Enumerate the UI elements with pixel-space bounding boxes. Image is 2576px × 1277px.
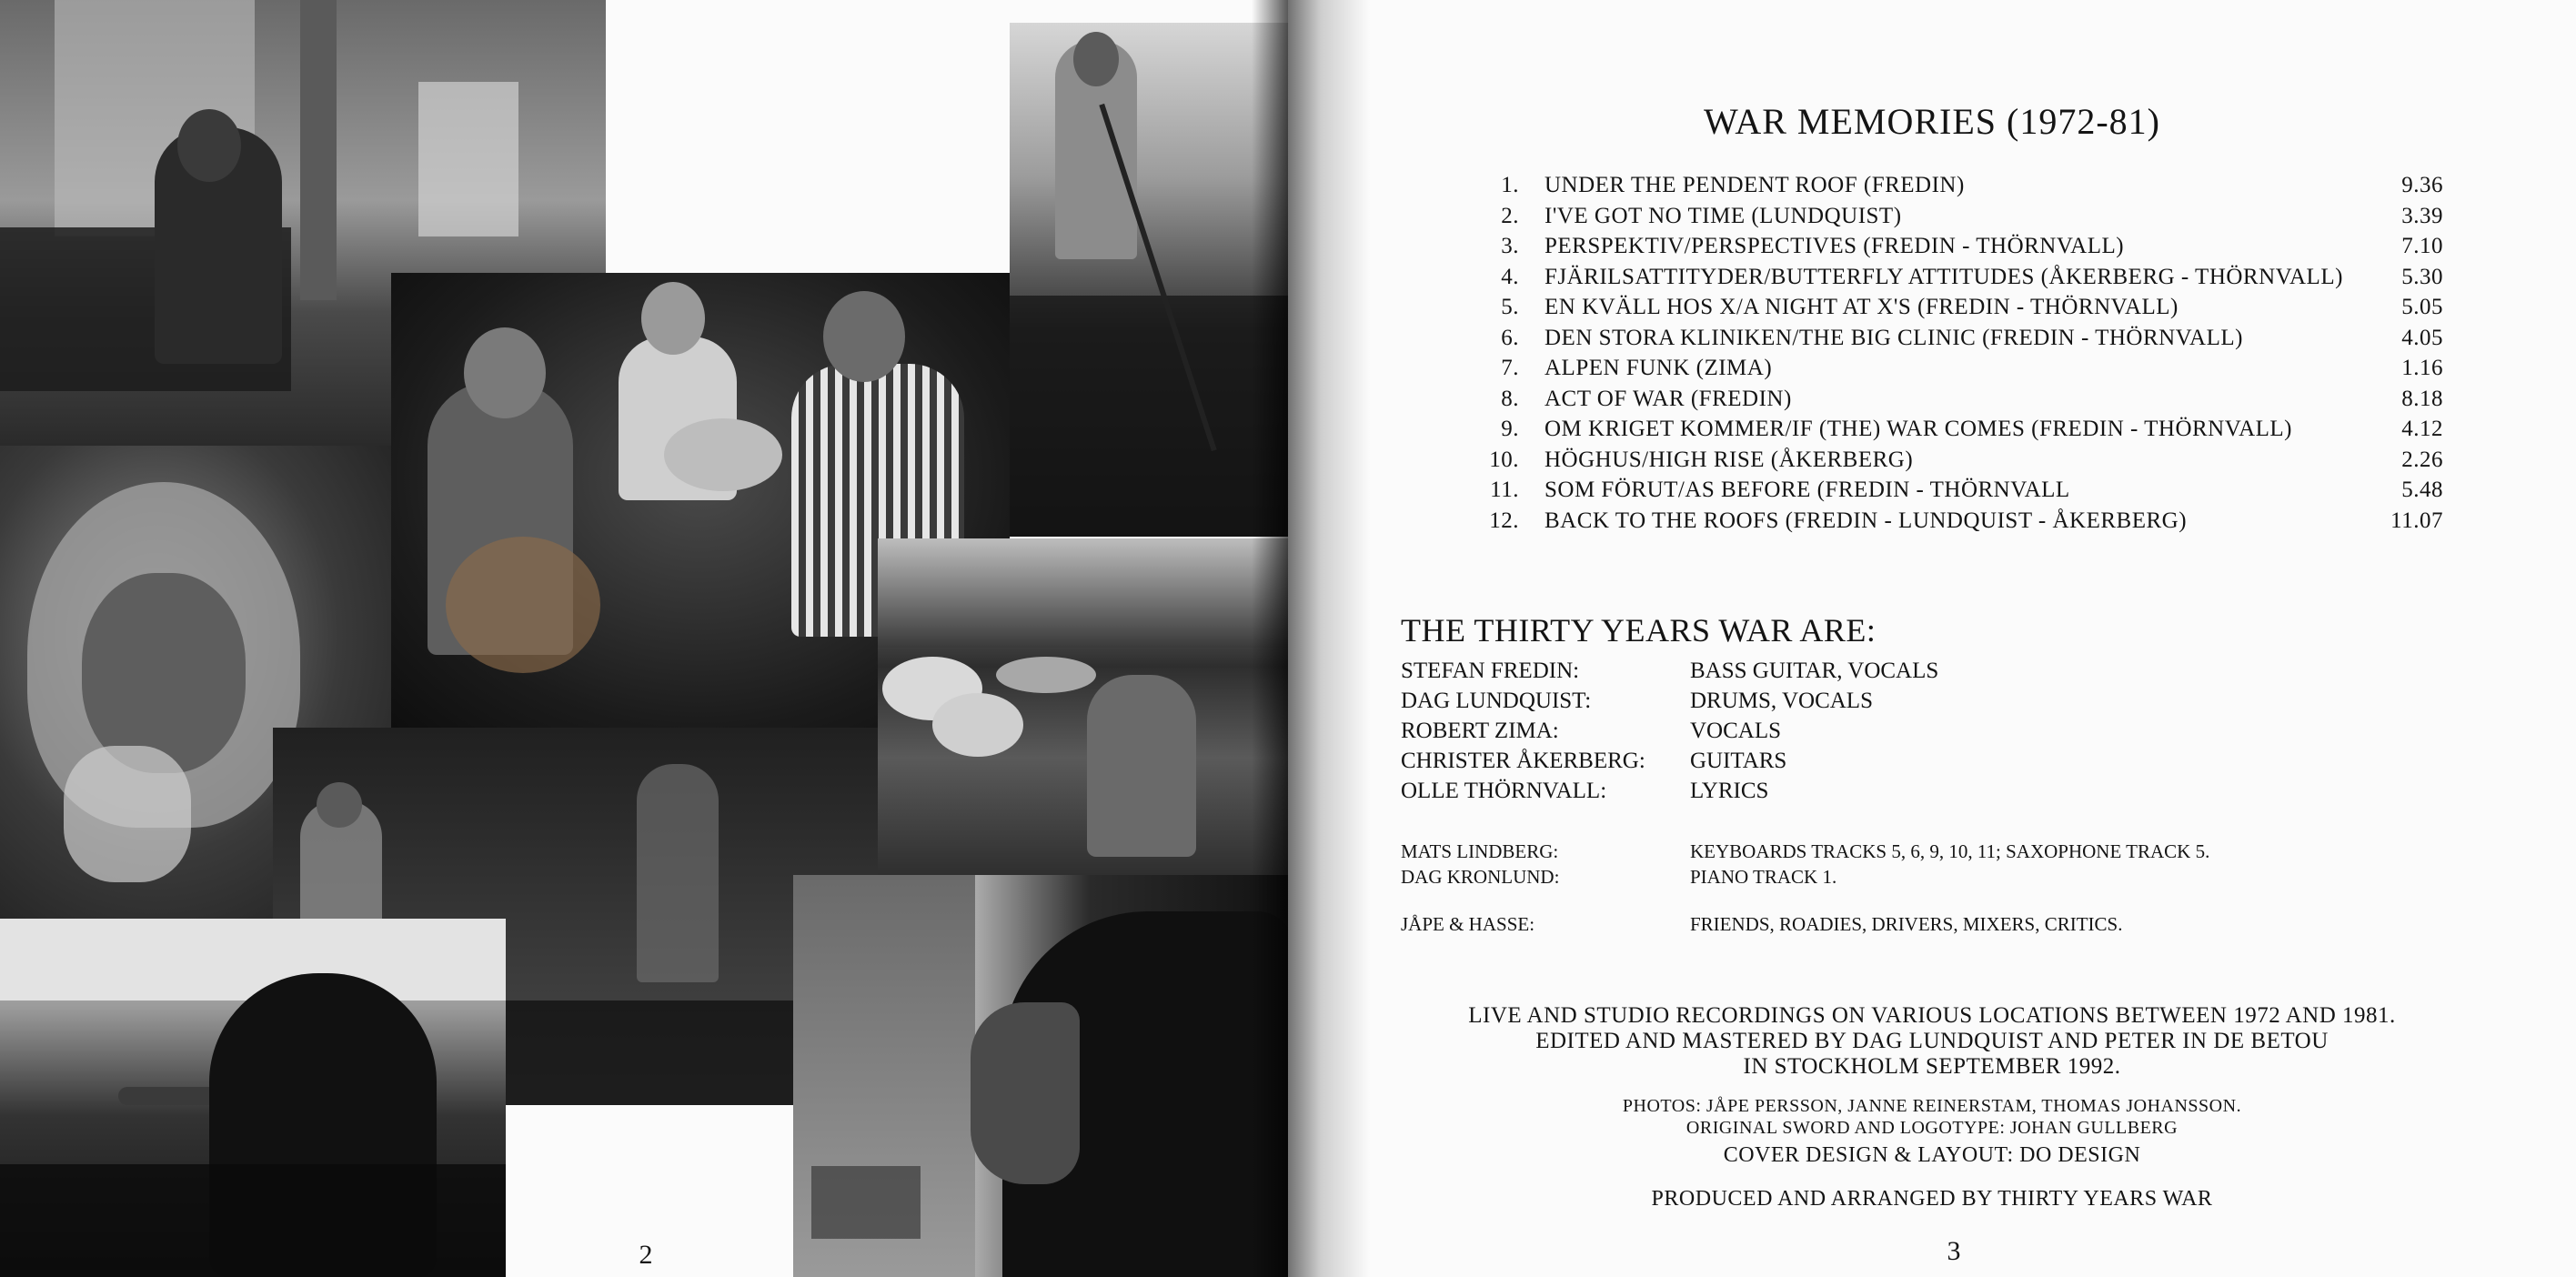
photo-profile-portrait [793, 875, 1288, 1277]
track-row [1388, 326, 2576, 357]
track-number: 6. [1501, 325, 1519, 350]
track-duration: 11.07 [2390, 508, 2443, 533]
guest-role: KEYBOARDS TRACKS 5, 6, 9, 10, 11; SAXOPHONE TRACK 5. [1690, 840, 2210, 862]
spine-shadow-left [1252, 0, 1288, 1277]
photo-car-interior [0, 919, 506, 1277]
track-duration: 4.12 [2401, 417, 2443, 441]
member-row [1401, 779, 1769, 804]
tracklist [1388, 173, 2576, 538]
recording-note: IN STOCKHOLM SEPTEMBER 1992. [1743, 1054, 2121, 1079]
photo-credit: PHOTOS: JÅPE PERSSON, JANNE REINERSTAM, THOMAS JOHANSSON. [1622, 1096, 2242, 1116]
track-row [1388, 356, 2576, 387]
track-number: 12. [1489, 508, 1519, 533]
spine-shadow-right [1288, 0, 1370, 1277]
track-row [1388, 173, 2576, 204]
track-row [1388, 417, 2576, 447]
producer-credit: PRODUCED AND ARRANGED BY THIRTY YEARS WAR [1651, 1187, 2213, 1211]
track-number: 5. [1501, 295, 1519, 319]
track-number: 1. [1501, 173, 1519, 197]
member-role: DRUMS, VOCALS [1690, 689, 1873, 713]
track-row [1388, 447, 2576, 478]
member-row [1401, 719, 1782, 744]
track-duration: 7.10 [2401, 234, 2443, 258]
track-duration: 1.16 [2401, 356, 2443, 380]
page-number-left: 2 [639, 1240, 653, 1270]
member-role: VOCALS [1690, 719, 1782, 743]
track-duration: 4.05 [2401, 325, 2443, 350]
track-duration: 2.26 [2401, 447, 2443, 472]
members-heading: THE THIRTY YEARS WAR ARE: [1401, 612, 1877, 649]
track-title: ACT OF WAR (FREDIN) [1545, 386, 1792, 411]
member-role: BASS GUITAR, VOCALS [1690, 659, 1939, 683]
track-title: EN KVÄLL HOS X/A NIGHT AT X'S (FREDIN - THÖRNVALL) [1545, 295, 2179, 319]
guest-role: FRIENDS, ROADIES, DRIVERS, MIXERS, CRITICS. [1690, 913, 2123, 935]
guest-name: JÅPE & HASSE: [1401, 913, 1535, 935]
track-duration: 3.39 [2401, 203, 2443, 228]
track-duration: 9.36 [2401, 173, 2443, 197]
member-row [1401, 749, 1787, 774]
guest-name: DAG KRONLUND: [1401, 866, 1560, 888]
member-name: DAG LUNDQUIST: [1401, 689, 1592, 713]
member-role: GUITARS [1690, 749, 1787, 773]
track-number: 11. [1490, 478, 1519, 502]
track-duration: 8.18 [2401, 386, 2443, 411]
track-number: 3. [1501, 234, 1519, 258]
page-number-right: 3 [1947, 1236, 1961, 1266]
track-row [1388, 387, 2576, 417]
track-row [1388, 204, 2576, 235]
recording-note: LIVE AND STUDIO RECORDINGS ON VARIOUS LOCATIONS BETWEEN 1972 AND 1981. [1468, 1003, 2396, 1028]
guest-name: MATS LINDBERG: [1401, 840, 1559, 862]
track-row [1388, 478, 2576, 508]
track-title: ALPEN FUNK (ZIMA) [1545, 356, 1773, 380]
track-number: 7. [1501, 356, 1519, 380]
guest-row [1401, 866, 1837, 889]
guest-role: PIANO TRACK 1. [1690, 866, 1837, 888]
track-title: PERSPEKTIV/PERSPECTIVES (FREDIN - THÖRNVALL) [1545, 234, 2125, 258]
member-row [1401, 659, 1939, 684]
track-number: 10. [1489, 447, 1519, 472]
track-title: HÖGHUS/HIGH RISE (ÅKERBERG) [1545, 447, 1914, 472]
track-title: DEN STORA KLINIKEN/THE BIG CLINIC (FREDIN - THÖRNVALL) [1545, 325, 2243, 350]
photo-credit: ORIGINAL SWORD AND LOGOTYPE: JOHAN GULLBERG [1685, 1118, 2179, 1138]
photo-drums-outdoor [878, 538, 1288, 904]
track-title: UNDER THE PENDENT ROOF (FREDIN) [1545, 173, 1965, 197]
track-title: SOM FÖRUT/AS BEFORE (FREDIN - THÖRNVALL [1545, 478, 2070, 502]
track-title: FJÄRILSATTITYDER/BUTTERFLY ATTITUDES (ÅKERBERG - THÖRNVALL) [1545, 264, 2343, 289]
track-number: 9. [1501, 417, 1519, 441]
track-number: 2. [1501, 203, 1519, 228]
track-title: OM KRIGET KOMMER/IF (THE) WAR COMES (FREDIN - THÖRNVALL) [1545, 417, 2292, 441]
member-name: CHRISTER ÅKERBERG: [1401, 749, 1645, 773]
track-row [1388, 295, 2576, 326]
member-name: ROBERT ZIMA: [1401, 719, 1559, 743]
track-duration: 5.05 [2401, 295, 2443, 319]
track-duration: 5.30 [2401, 264, 2443, 289]
member-role: LYRICS [1690, 779, 1769, 803]
track-title: BACK TO THE ROOFS (FREDIN - LUNDQUIST - ÅKERBERG) [1545, 508, 2188, 533]
guest-row [1401, 840, 2210, 863]
track-number: 8. [1501, 386, 1519, 411]
album-title: WAR MEMORIES (1972-81) [1704, 101, 2160, 142]
member-name: STEFAN FREDIN: [1401, 659, 1580, 683]
photo-concert-stage-top [1010, 23, 1288, 537]
cover-design-credit: COVER DESIGN & LAYOUT: DO DESIGN [1723, 1143, 2141, 1167]
member-name: OLLE THÖRNVALL: [1401, 779, 1607, 803]
track-row [1388, 508, 2576, 539]
track-duration: 5.48 [2401, 478, 2443, 502]
track-row [1388, 234, 2576, 265]
track-row [1388, 265, 2576, 296]
track-title: I'VE GOT NO TIME (LUNDQUIST) [1545, 203, 1902, 228]
member-row [1401, 689, 1873, 714]
recording-note: EDITED AND MASTERED BY DAG LUNDQUIST AND PETER IN DE BETOU [1535, 1029, 2329, 1053]
track-number: 4. [1501, 264, 1519, 289]
right-page-liner-notes [1288, 0, 2576, 1277]
guest-row [1401, 913, 2123, 936]
